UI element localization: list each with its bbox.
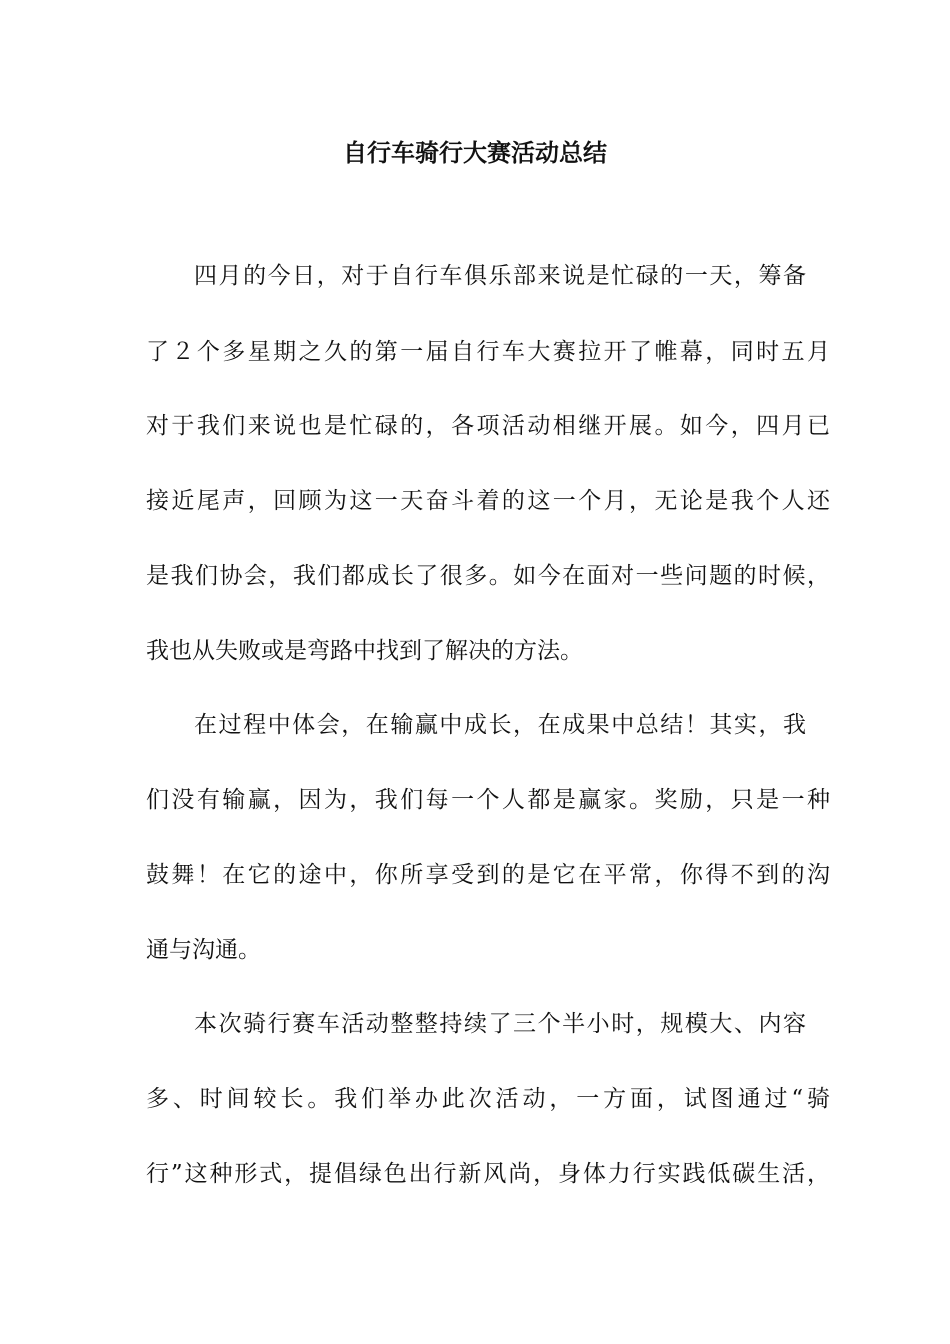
paragraph-2-line-2: 们没有输赢，因为，我们每一个人都是赢家。奖励，只是一种 — [146, 787, 830, 813]
paragraph-1-line-3: 对于我们来说也是忙碌的，各项活动相继开展。如今，四月已 — [146, 413, 830, 439]
paragraph-1-line-1: 四月的今日，对于自行车俱乐部来说是忙碌的一天，筹备 — [194, 263, 806, 289]
paragraph-1-line-5: 是我们协会，我们都成长了很多。如今在面对一些问题的时候， — [146, 563, 830, 589]
document-title: 自行车骑行大赛活动总结 — [343, 139, 607, 167]
paragraph-1-line-2: 了２个多星期之久的第一届自行车大赛拉开了帷幕，同时五月 — [146, 339, 830, 365]
paragraph-1-line-4: 接近尾声，回顾为这一天奋斗着的这一个月，无论是我个人还 — [146, 488, 830, 514]
paragraph-3-line-1: 本次骑行赛车活动整整持续了三个半小时，规模大、内容 — [194, 1011, 806, 1037]
paragraph-3-line-2: 多、时间较长。我们举办此次活动，一方面，试图通过“骑 — [146, 1086, 830, 1112]
paragraph-1-line-6: 我也从失败或是弯路中找到了解决的方法。 — [146, 638, 583, 664]
paragraph-2-line-4: 通与沟通。 — [146, 937, 261, 963]
paragraph-3-line-3: 行”这种形式，提倡绿色出行新风尚，身体力行实践低碳生活， — [146, 1161, 830, 1187]
paragraph-2-line-1: 在过程中体会，在输赢中成长，在成果中总结！其实，我 — [194, 712, 806, 738]
paragraph-2-line-3: 鼓舞！在它的途中，你所享受到的是它在平常，你得不到的沟 — [146, 862, 830, 888]
